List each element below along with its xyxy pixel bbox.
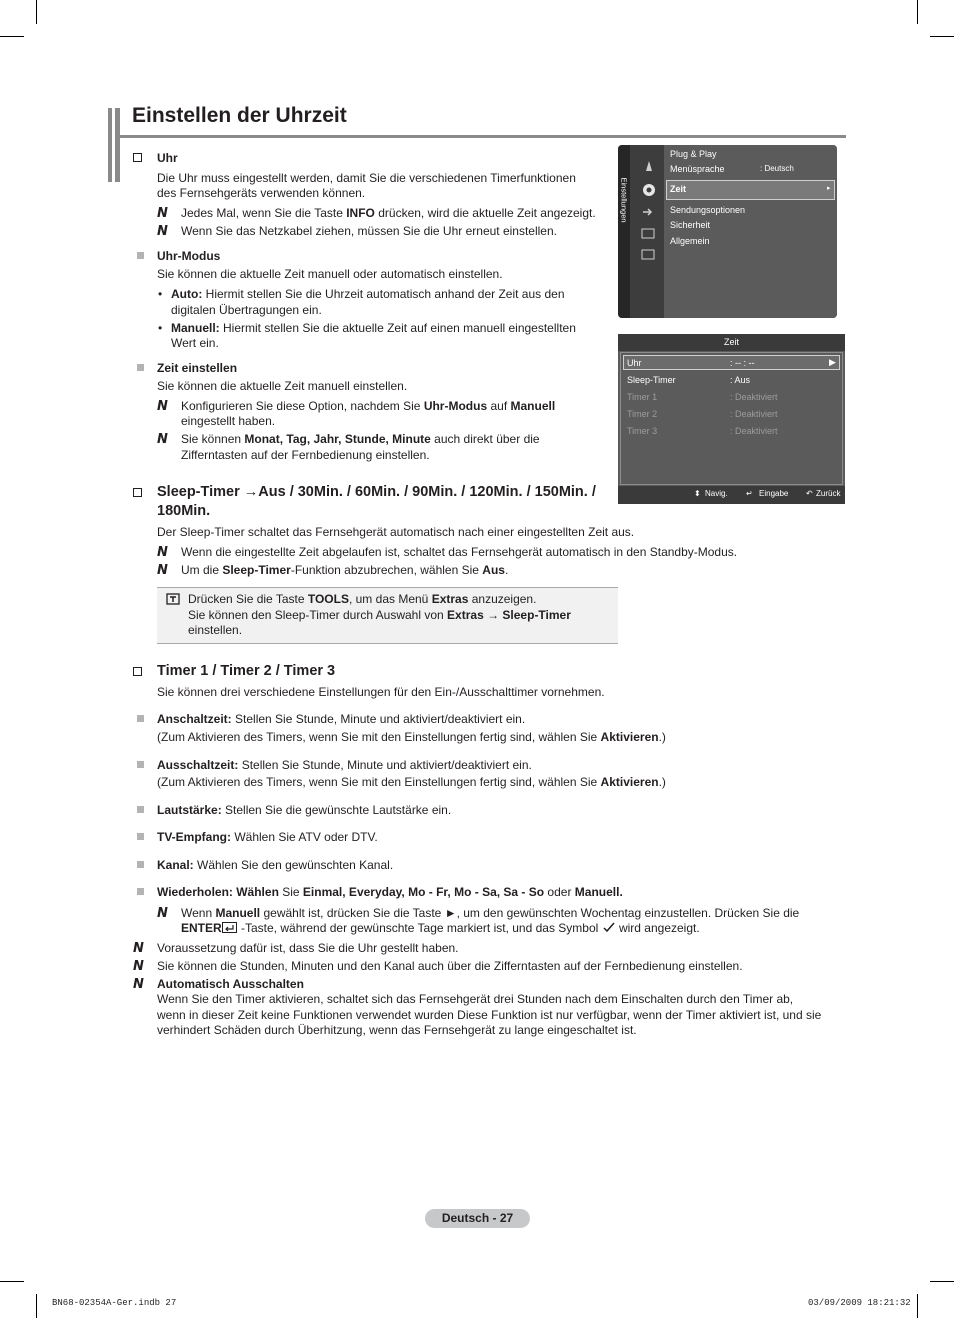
picture-icon [642,159,656,173]
tools-box-line-3: einstellen. [188,623,243,637]
crop-mark [36,0,37,24]
tools-box-line-1: Drücken Sie die Taste TOOLS, um das Menü Extras anzuzeigen. [188,592,537,606]
zeit-row-sleep-value: : Aus [730,375,751,385]
tv-menu-screenshot [618,145,837,318]
footer-filename: BN68-02354A-Ger.indb 27 [52,1298,177,1308]
sleep-heading: Sleep-Timer →Aus / 30Min. / 60Min. / 90Min. / 120Min. / 150Min. / [157,484,596,500]
note-icon: N [133,941,144,956]
uhrmodus-manuell: Manuell: Hiermit stellen Sie die aktuelle Zeit auf einen manuell eingestellten [171,321,576,335]
wiederholen-note-2: ENTER -Taste, während der gewünschte Tage markiert ist, und das Symbol wird angezeigt. [181,921,700,935]
sleep-note-1: Wenn die eingestellte Zeit abgelaufen ist, schaltet das Fernsehgerät automatisch in den Standby-Modus. [181,545,738,559]
crop-mark [36,1294,37,1318]
timer-anschaltzeit: Anschaltzeit: Stellen Sie Stunde, Minute und aktiviert/deaktiviert ein. [157,712,526,726]
bullet-square-icon [137,252,144,259]
bullet-dot-icon: • [158,321,163,335]
menu-arrow-icon: ▸ [827,185,831,192]
uhrmodus-auto-2: digitalen Übertragungen ein. [171,303,322,317]
zeit-desc: Sie können die aktuelle Zeit manuell einstellen. [157,379,408,393]
crop-mark [0,36,24,37]
uhr-note-2: Wenn Sie das Netzkabel ziehen, müssen Sie die Uhr erneut einstellen. [181,224,557,238]
menu-item-menusprache[interactable]: Menüsprache [670,164,725,174]
uhr-desc-1: Die Uhr muss eingestellt werden, damit Sie die verschiedenen Timerfunktionen [157,171,576,185]
menu-item-plugplay[interactable]: Plug & Play [670,149,717,159]
checkbox-square-icon [133,667,142,676]
zeit-row-timer3-value: : Deaktiviert [730,426,778,436]
timer-ausschaltzeit: Ausschaltzeit: Stellen Sie Stunde, Minute und aktiviert/deaktiviert ein. [157,758,532,772]
title-underline [120,135,846,138]
bullet-square-icon [137,761,144,768]
return-icon: ↶ [806,489,813,498]
menu-item-sicherheit[interactable]: Sicherheit [670,220,711,230]
title-bar-decoration [108,108,112,182]
tools-box-line-2: Sie können den Sleep-Timer durch Auswahl von Extras → Sleep-Timer [188,608,571,622]
timer-heading: Timer 1 / Timer 2 / Timer 3 [157,663,336,679]
note-icon: N [133,959,144,974]
crop-mark [930,36,954,37]
crop-mark [0,1281,24,1282]
timer-desc: Sie können drei verschiedene Einstellungen für den Ein-/Ausschalttimer vornehmen. [157,685,605,699]
crop-mark [930,1281,954,1282]
zeit-row-timer1-label[interactable]: Timer 1 [627,392,658,402]
bullet-dot-icon: • [158,287,163,301]
application-icon [641,228,655,239]
auto-off-line-1: Wenn Sie den Timer aktivieren, schaltet sich das Fernsehgerät drei Stunden nach dem Einschalten durch den Timer ab, [157,992,794,1006]
zeit-row-timer1-value: : Deaktiviert [730,392,778,402]
timer-wiederholen: Wiederholen: Wählen Sie Einmal, Everyday, Mo - Fr, Mo - Sa, Sa - So oder Manuell. [157,885,623,899]
page-number-badge: Deutsch - 27 [425,1209,530,1228]
menusprache-value: : Deutsch [760,164,794,173]
menu-side-strip [618,145,630,318]
zeit-row-uhr-value: : -- : -- [730,358,755,368]
uhrmodus-auto: Auto: Hiermit stellen Sie die Uhrzeit automatisch anhand der Zeit aus den [171,287,565,301]
zeit-note-2: Sie können Monat, Tag, Jahr, Stunde, Minute auch direkt über die [181,432,540,446]
zeit-note-2b: Zifferntasten auf der Fernbedienung einstellen. [181,448,430,462]
tv-zeit-screenshot [618,334,845,504]
note-icon: N [157,432,168,447]
uhr-note-1: Jedes Mal, wenn Sie die Taste INFO drücken, wird die aktuelle Zeit angezeigt. [181,206,596,220]
menu-item-highlight [666,180,835,200]
crop-mark [917,0,918,24]
note-icon: N [157,906,168,921]
timer-tv-empfang: TV-Empfang: Wählen Sie ATV oder DTV. [157,830,378,844]
menu-side-label: Einstellungen [619,177,629,223]
bullet-square-icon [137,364,144,371]
enter-label: Eingabe [759,489,789,498]
nav-updown-icon: ⬍ [694,489,701,498]
note-icon: N [157,545,168,560]
checkmark-icon [602,922,616,933]
wiederholen-note-1: Wenn Manuell gewählt ist, drücken Sie die Taste ►, um den gewünschten Wochentag einzustellen. Drücken Sie die [181,906,800,920]
tools-icon [166,593,181,606]
timer-lautstaerke: Lautstärke: Stellen Sie die gewünschte Lautstärke ein. [157,803,452,817]
timer-anschaltzeit-sub: (Zum Aktivieren des Timers, wenn Sie mit den Einstellungen fertig sind, wählen Sie Aktivieren.) [157,730,666,744]
back-label: Zurück [816,489,841,498]
timer-ausschaltzeit-sub: (Zum Aktivieren des Timers, wenn Sie mit den Einstellungen fertig sind, wählen Sie Aktivieren.) [157,775,666,789]
menu-item-zeit[interactable]: Zeit [670,184,687,194]
enter-icon: ↵ [746,489,753,498]
note-icon: N [157,224,168,239]
timer-kanal: Kanal: Wählen Sie den gewünschten Kanal. [157,858,394,872]
zeit-heading: Zeit einstellen [157,361,238,375]
auto-off-line-3: verhindert Schäden durch Überhitzung, wenn das Fernsehgerät zu lange eingeschaltet ist. [157,1023,637,1037]
title-bar-decoration [115,108,120,182]
auto-off-line-2: wenn in dieser Zeit keine Funktionen verwendet wurden Diese Funktion ist nur verfügbar, wenn der Timer aktiviert ist, und sie [157,1008,822,1022]
bullet-square-icon [137,833,144,840]
checkbox-square-icon [133,153,142,162]
zeit-row-timer2-value: : Deaktiviert [730,409,778,419]
timer-note-a: Voraussetzung dafür ist, dass Sie die Uhr gestellt haben. [157,941,459,955]
crop-mark [917,1294,918,1318]
zeit-row-sleep-label[interactable]: Sleep-Timer [627,375,676,385]
auto-off-heading: Automatisch Ausschalten [157,977,304,991]
sleep-desc: Der Sleep-Timer schaltet das Fernsehgerät automatisch nach einer eingestellten Zeit aus. [157,525,635,539]
sleep-heading-2: 180Min. [157,503,211,519]
menu-item-allgemein[interactable]: Allgemein [670,236,710,246]
zeit-note-1b: eingestellt haben. [181,414,276,428]
page-title: Einstellen der Uhrzeit [132,104,347,127]
zeit-title: Zeit [723,337,739,347]
note-icon: N [157,563,168,578]
zeit-row-timer2-label[interactable]: Timer 2 [627,409,658,419]
bullet-square-icon [137,806,144,813]
zeit-row-uhr-label[interactable]: Uhr [627,358,642,368]
uhr-desc-2: des Fernsehgeräts verwenden können. [157,186,366,200]
zeit-note-1: Konfigurieren Sie diese Option, nachdem Sie Uhr-Modus auf Manuell [181,399,556,413]
section-heading-uhr: Uhr [157,151,178,165]
note-icon: N [157,399,168,414]
menu-item-sendungsoptionen[interactable]: Sendungsoptionen [670,205,746,215]
nav-label: Navig. [705,489,728,498]
timer-note-b: Sie können die Stunden, Minuten und den Kanal auch über die Zifferntasten auf der Fernbedienung einstellen. [157,959,743,973]
bullet-square-icon [137,861,144,868]
settings-gear-icon [640,181,658,199]
zeit-row-timer3-label[interactable]: Timer 3 [627,426,658,436]
sleep-note-2: Um die Sleep-Timer-Funktion abzubrechen, wählen Sie Aus. [181,563,509,577]
uhrmodus-desc: Sie können die aktuelle Zeit manuell oder automatisch einstellen. [157,267,503,281]
uhrmodus-manuell-2: Wert ein. [171,336,219,350]
bullet-square-icon [137,715,144,722]
play-arrow-icon: ▶ [829,357,836,367]
input-icon [642,207,656,217]
enter-icon [222,922,238,933]
checkbox-square-icon [133,488,142,497]
bullet-square-icon [137,888,144,895]
uhrmodus-heading: Uhr-Modus [157,249,221,263]
note-icon: N [133,977,144,992]
support-icon [641,249,655,260]
note-icon: N [157,206,168,221]
footer-timestamp: 03/09/2009 18:21:32 [808,1298,911,1308]
